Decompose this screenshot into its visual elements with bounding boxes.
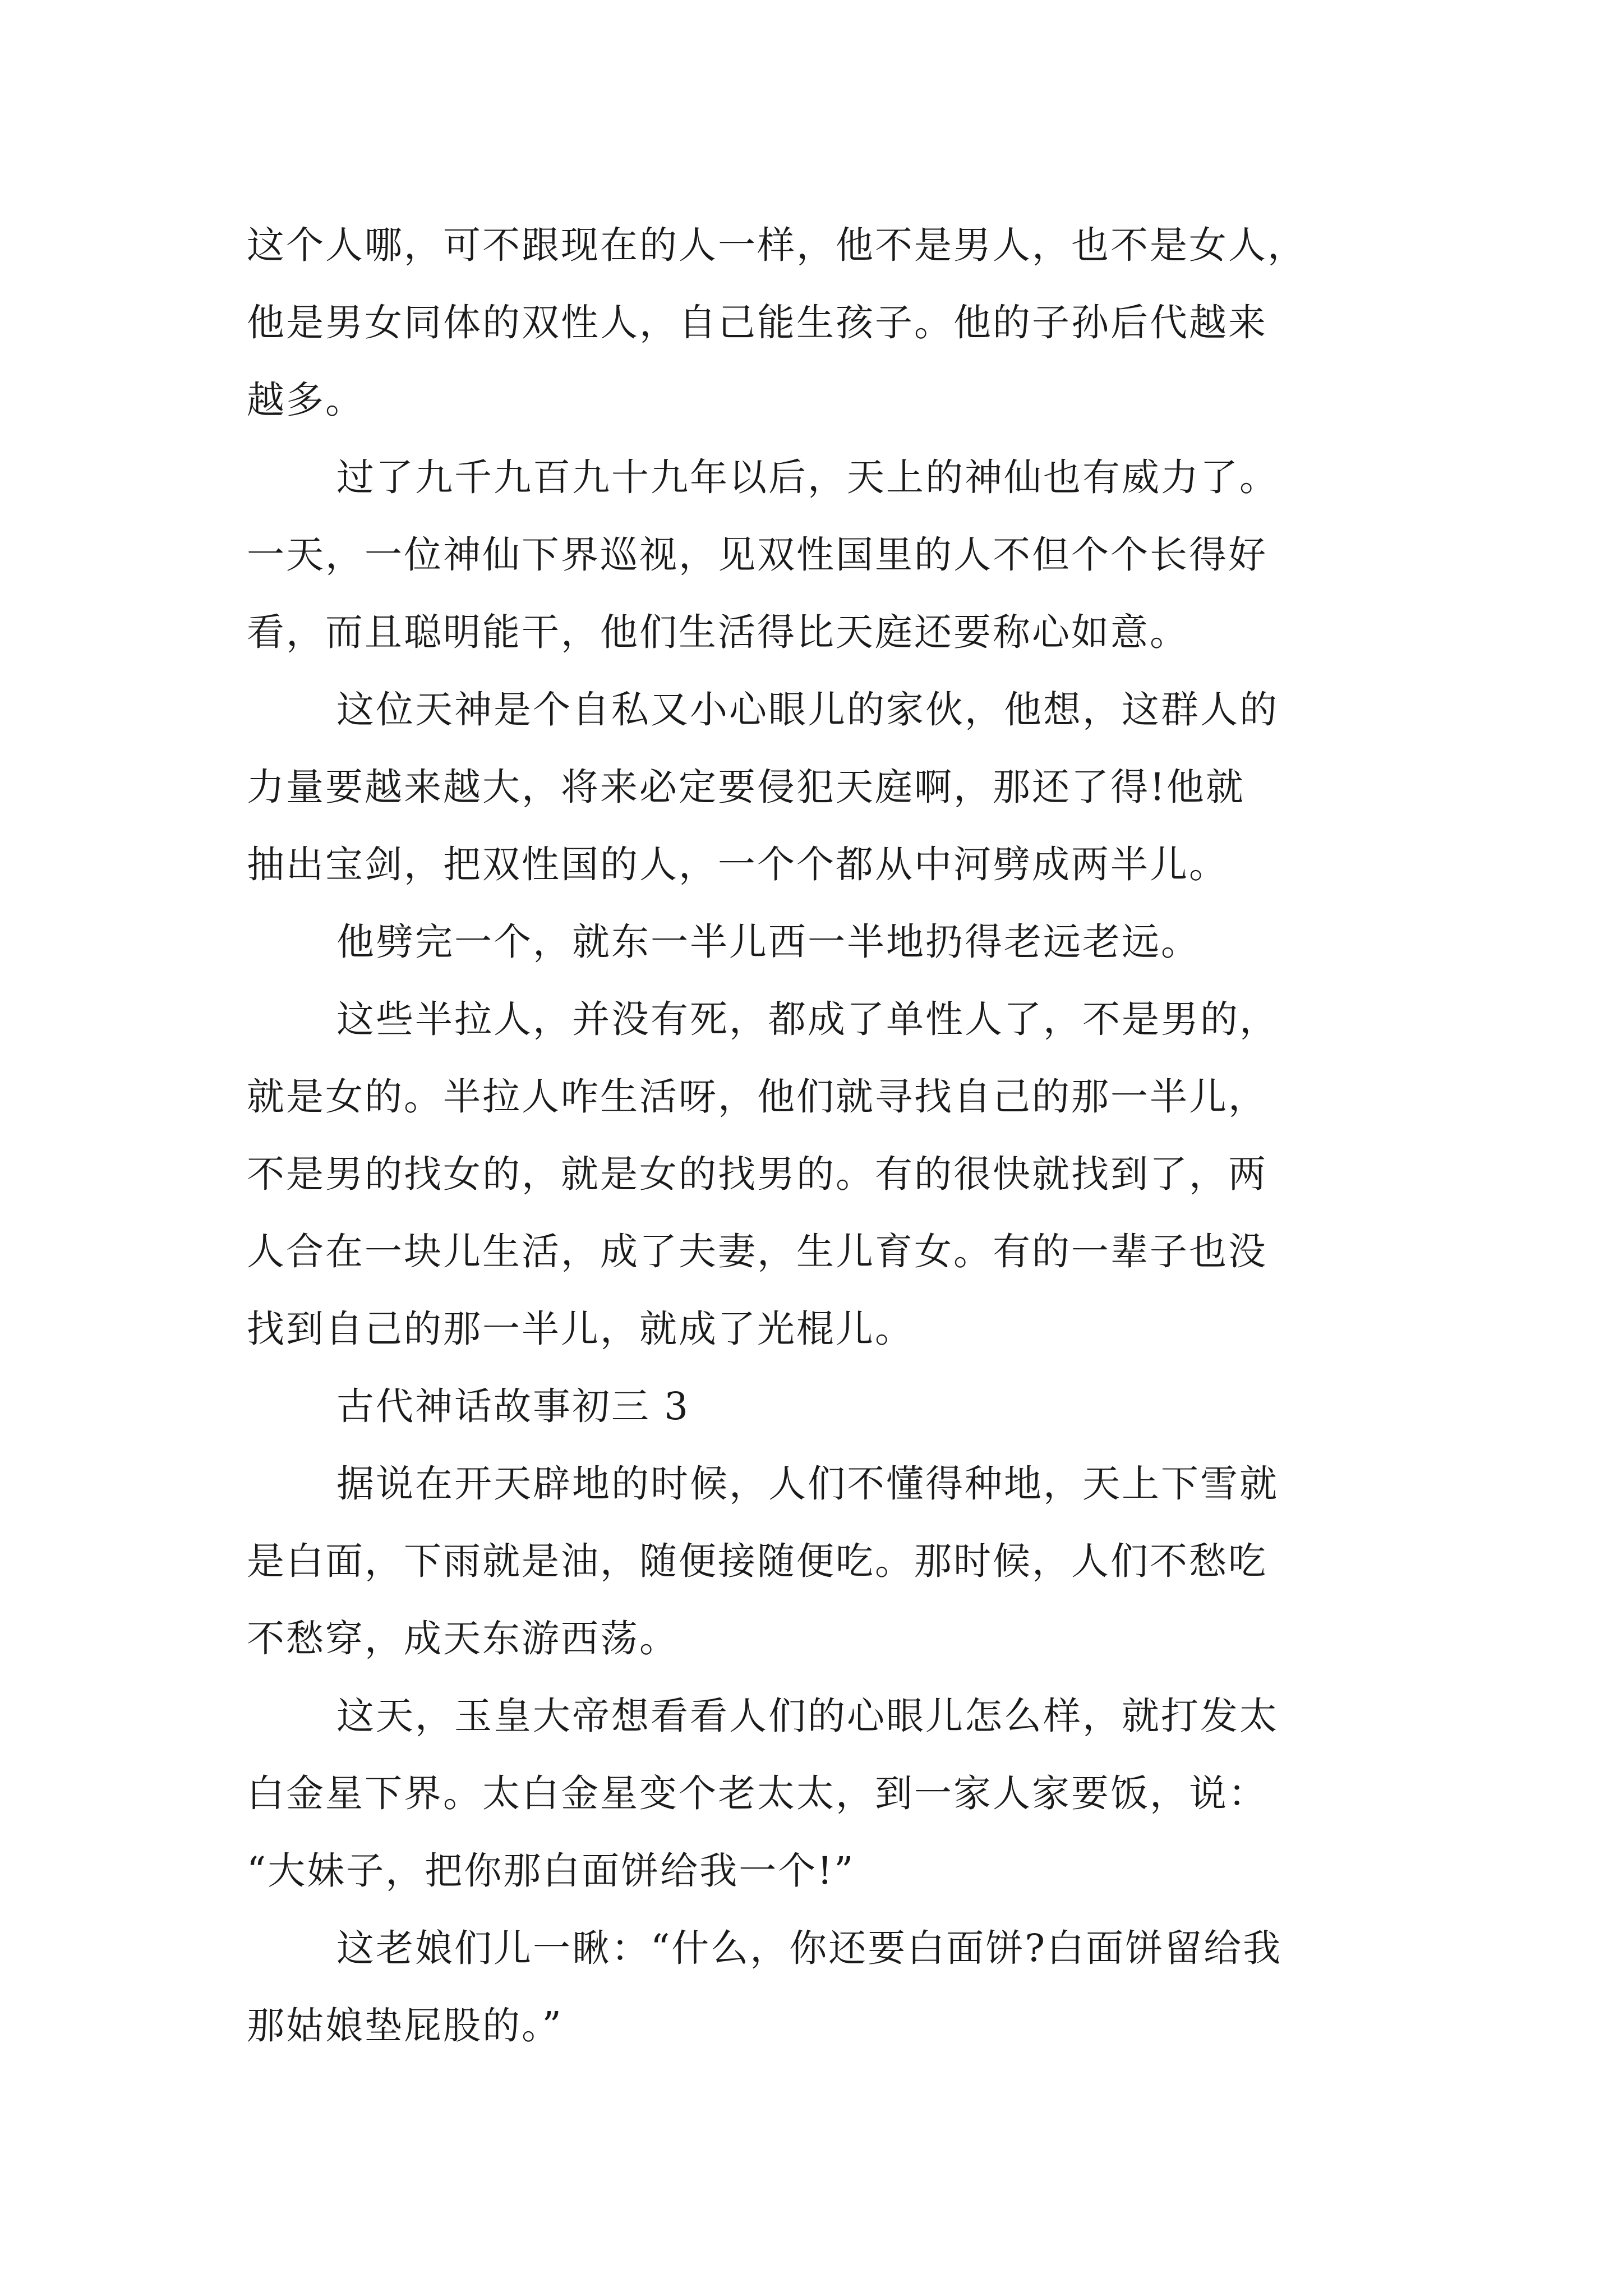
text-line: 是白面，下雨就是油，随便接随便吃。那时候，人们不愁吃: [247, 1539, 1267, 1583]
text-line: 过了九千九百九十九年以后，天上的神仙也有威力了。: [336, 455, 1279, 499]
text-line: 这老娘们儿一瞅：“什么，你还要白面饼?白面饼留给我: [336, 1926, 1283, 1970]
text-line: 一天，一位神仙下界巡视，见双性国里的人不但个个长得好: [247, 533, 1267, 577]
text-line: 不愁穿，成天东游西荡。: [247, 1617, 679, 1660]
text-line: 这些半拉人，并没有死，都成了单性人了，不是男的，: [336, 997, 1279, 1041]
text-line: 这个人哪，可不跟现在的人一样，他不是男人，也不是女人，: [247, 223, 1307, 267]
text-line: 白金星下界。太白金星变个老太太，到一家人家要饭，说：: [247, 1772, 1267, 1815]
text-line: 抽出宝剑，把双性国的人，一个个都从中河劈成两半儿。: [247, 843, 1228, 886]
text-line: 不是男的找女的，就是女的找男的。有的很快就找到了，两: [247, 1152, 1267, 1196]
section-heading: 古代神话故事初三 3: [336, 1384, 690, 1428]
text-line: 据说在开天辟地的时候，人们不懂得种地，天上下雪就: [336, 1462, 1279, 1506]
text-line: 他是男女同体的双性人，自己能生孩子。他的子孙后代越来: [247, 301, 1267, 344]
text-line: 越多。: [247, 378, 365, 422]
text-line: 人合在一块儿生活，成了夫妻，生儿育女。有的一辈子也没: [247, 1230, 1267, 1273]
text-line: 力量要越来越大，将来必定要侵犯天庭啊，那还了得!他就: [247, 765, 1245, 809]
text-line: “大妹子，把你那白面饼给我一个!”: [247, 1849, 855, 1893]
document-body: [247, 206, 1380, 2064]
text-line: 就是女的。半拉人咋生活呀，他们就寻找自己的那一半儿，: [247, 1075, 1267, 1119]
text-line: 这天，玉皇大帝想看看人们的心眼儿怎么样，就打发太: [336, 1694, 1279, 1738]
text-line: 这位天神是个自私又小心眼儿的家伙，他想，这群人的: [336, 688, 1279, 731]
text-line: 那姑娘垫屁股的。”: [247, 2004, 563, 2047]
text-line: 看，而且聪明能干，他们生活得比天庭还要称心如意。: [247, 610, 1189, 654]
text-line: 找到自己的那一半儿，就成了光棍儿。: [247, 1307, 914, 1351]
text-line: 他劈完一个，就东一半儿西一半地扔得老远老远。: [336, 920, 1200, 964]
